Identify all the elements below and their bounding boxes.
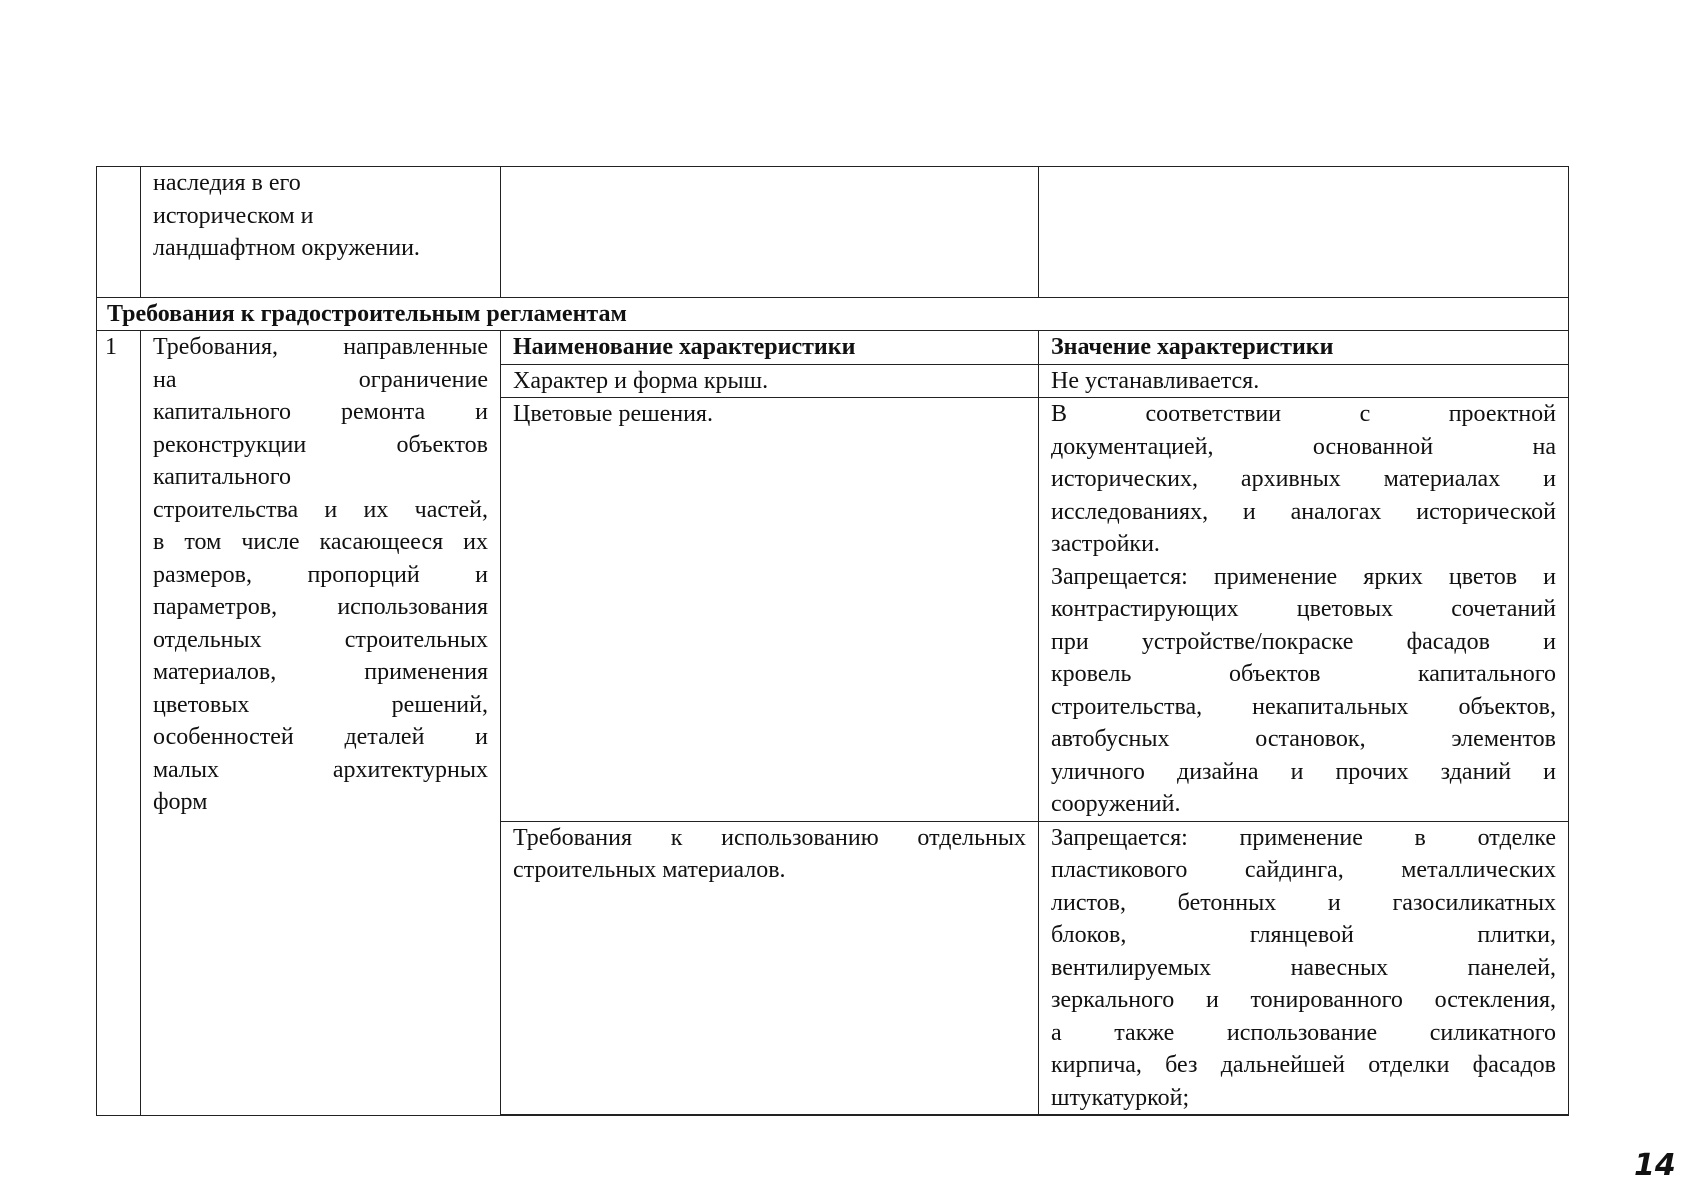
requirement-line: строительства и их частей, bbox=[153, 496, 488, 523]
header-characteristic-value: Значение характеристики bbox=[1039, 331, 1569, 365]
section-heading: Требования к градостроительным регламентам bbox=[97, 298, 1569, 331]
continuation-text-cell bbox=[141, 167, 501, 298]
characteristic-name: Цветовые решения. bbox=[501, 398, 1039, 822]
value-line: контрастирующих цветовых сочетаний bbox=[1051, 596, 1556, 622]
empty-cell bbox=[501, 167, 1039, 298]
value-line: пластикового сайдинга, металлических bbox=[1051, 857, 1556, 883]
empty-cell bbox=[1039, 167, 1569, 298]
value-line: документацией, основанной на bbox=[1051, 433, 1556, 460]
requirement-description bbox=[141, 331, 501, 1116]
characteristic-name bbox=[501, 821, 1039, 1115]
regulations-table bbox=[96, 166, 1569, 1116]
value-line: исторических, архивных материалах и bbox=[1051, 466, 1556, 492]
value-line: кровель объектов капитального bbox=[1051, 661, 1556, 687]
value-line: кирпича, без дальнейшей отделки фасадов bbox=[1051, 1052, 1556, 1078]
characteristic-value: Не устанавливается. bbox=[1039, 364, 1569, 398]
continuation-row bbox=[97, 167, 1569, 298]
section-heading-row bbox=[97, 298, 1569, 331]
value-line: сооружений. bbox=[1051, 791, 1181, 817]
empty-number-cell bbox=[97, 167, 141, 298]
value-line: при устройстве/покраске фасадов и bbox=[1051, 628, 1556, 655]
characteristic-value bbox=[1039, 398, 1569, 822]
value-line: зеркального и тонированного остекления, bbox=[1051, 987, 1556, 1013]
continuation-line: историческом и bbox=[153, 202, 314, 229]
requirement-line: материалов, применения bbox=[153, 659, 488, 685]
requirement-line: на ограничение bbox=[153, 366, 488, 393]
requirement-line: капитального ремонта и bbox=[153, 399, 488, 425]
characteristic-name: Характер и форма крыш. bbox=[501, 364, 1039, 398]
row-number: 1 bbox=[97, 331, 141, 1116]
requirement-line: реконструкции объектов bbox=[153, 431, 488, 458]
name-line: Требования к использованию отдельных bbox=[513, 824, 1026, 851]
spacer-cell bbox=[501, 1115, 1039, 1116]
value-line: В соответствии с проектной bbox=[1051, 401, 1556, 427]
requirement-line: особенностей деталей и bbox=[153, 724, 488, 750]
continuation-line: ландшафтном окружении. bbox=[153, 235, 420, 261]
value-line: исследованиях, и аналогах исторической bbox=[1051, 498, 1556, 525]
requirement-line: отдельных строительных bbox=[153, 626, 488, 653]
value-line: блоков, глянцевой плитки, bbox=[1051, 922, 1556, 948]
value-line: Запрещается: применение ярких цветов и bbox=[1051, 563, 1556, 590]
characteristic-value bbox=[1039, 821, 1569, 1115]
value-line: застройки. bbox=[1051, 531, 1160, 557]
continuation-line: наследия в его bbox=[153, 170, 301, 196]
page-number: 14 bbox=[1634, 1148, 1676, 1183]
header-characteristic-name: Наименование характеристики bbox=[501, 331, 1039, 365]
value-line: Запрещается: применение в отделке bbox=[1051, 824, 1556, 851]
value-line: а также использование силикатного bbox=[1051, 1019, 1556, 1046]
requirement-line: размеров, пропорций и bbox=[153, 561, 488, 588]
requirement-line: цветовых решений, bbox=[153, 691, 488, 718]
value-line: автобусных остановок, элементов bbox=[1051, 726, 1556, 752]
value-line: штукатуркой; bbox=[1051, 1084, 1190, 1111]
spacer-cell bbox=[1039, 1115, 1569, 1116]
value-line: уличного дизайна и прочих зданий и bbox=[1051, 758, 1556, 785]
requirement-line: малых архитектурных bbox=[153, 756, 488, 783]
name-line: строительных материалов. bbox=[513, 857, 786, 883]
value-line: листов, бетонных и газосиликатных bbox=[1051, 889, 1556, 916]
requirement-line: форм bbox=[153, 789, 208, 815]
characteristics-header-row bbox=[97, 331, 1569, 365]
requirement-line: в том числе касающееся их bbox=[153, 529, 488, 555]
requirement-line: капитального bbox=[153, 464, 291, 490]
requirement-line: Требования, направленные bbox=[153, 334, 488, 360]
requirement-line: параметров, использования bbox=[153, 594, 488, 620]
value-line: вентилируемых навесных панелей, bbox=[1051, 954, 1556, 981]
value-line: строительства, некапитальных объектов, bbox=[1051, 693, 1556, 720]
